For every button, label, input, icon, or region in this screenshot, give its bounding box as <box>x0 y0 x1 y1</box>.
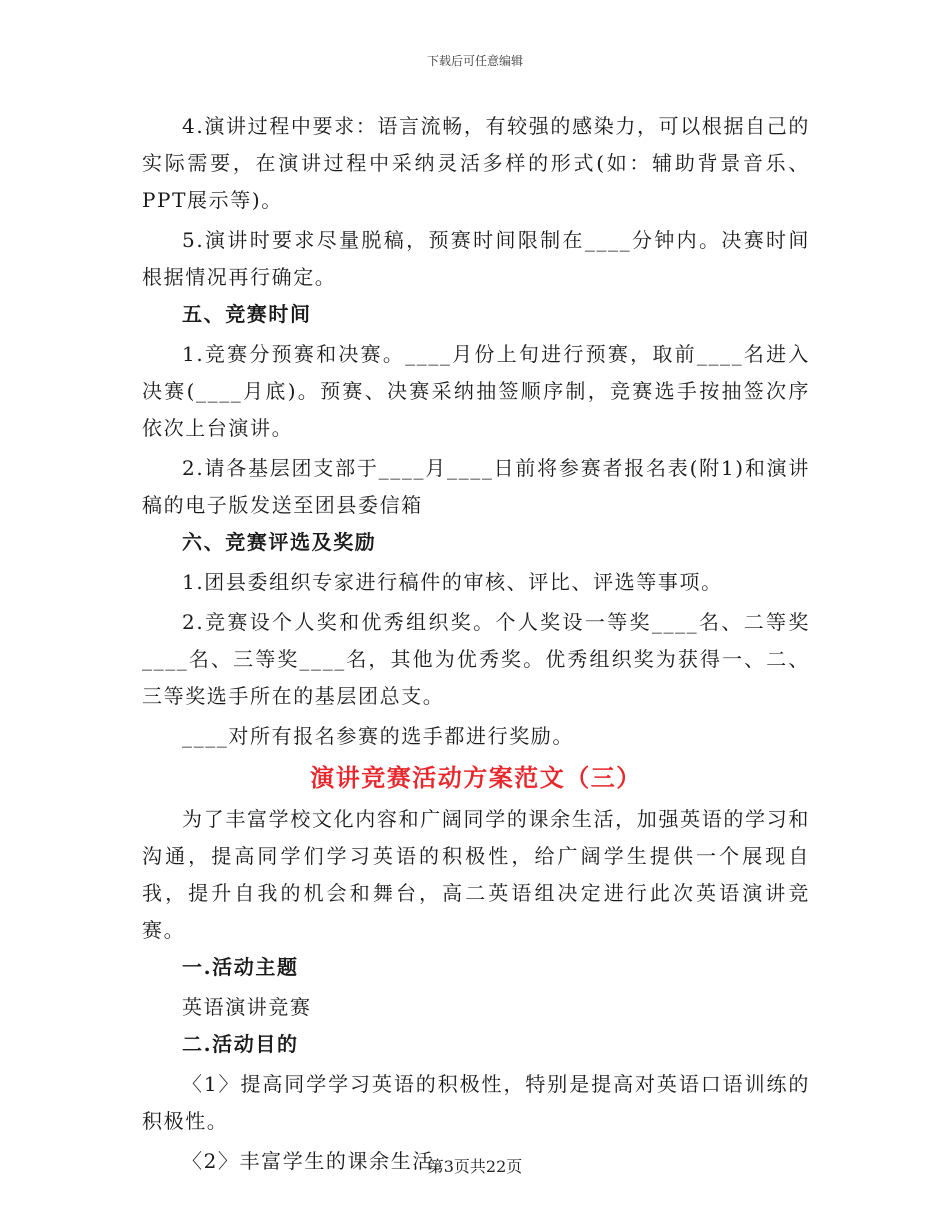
paragraph-purpose-1: 〈1〉提高同学学习英语的积极性，特别是提高对英语口语训练的积极性。 <box>142 1072 810 1133</box>
page-header: 下载后可任意编辑 <box>426 54 523 68</box>
paragraph-purpose-2: 〈2〉丰富学生的课余生活。 <box>182 1149 456 1173</box>
heading-selection-awards: 六、竞赛评选及奖励 <box>182 530 377 554</box>
paragraph-expert-review: 1.团县委组织专家进行稿件的审核、评比、评选等事项。 <box>182 570 723 594</box>
page-number: 第3页共22页 <box>427 1157 523 1176</box>
heading-activity-theme: 一.活动主题 <box>182 955 299 979</box>
heading-competition-time: 五、竞赛时间 <box>182 302 312 326</box>
paragraph-speech-requirements: 4.演讲过程中要求：语言流畅，有较强的感染力，可以根据自己的实际需要，在演讲过程中采纳灵活多样的形式(如：辅助背景音乐、PPT展示等)。 <box>142 114 810 212</box>
section-title: 演讲竞赛活动方案范文（三） <box>310 763 642 792</box>
paragraph-theme-text: 英语演讲竞赛 <box>182 995 312 1019</box>
paragraph-introduction: 为了丰富学校文化内容和广阔同学的课余生活，加强英语的学习和沟通，提高同学们学习英语的积极性，给广阔学生提供一个展现自我，提升自我的机会和舞台，高二英语组决定进行此次英语演讲竞赛。 <box>142 807 810 942</box>
paragraph-award-categories: 2.竞赛设个人奖和优秀组织奖。个人奖设一等奖____名、二等奖____名、三等奖____名，其他为优秀奖。优秀组织奖为获得一、二、三等奖选手所在的基层团总支。 <box>142 610 810 708</box>
document-body <box>142 108 810 1180</box>
paragraph-preliminary-final: 1.竞赛分预赛和决赛。____月份上旬进行预赛，取前____名进入决赛(____月底)。预赛、决赛采纳抽签顺序制，竞赛选手按抽签次序依次上台演讲。 <box>142 342 810 440</box>
paragraph-all-participants-award: ____对所有报名参赛的选手都进行奖励。 <box>182 724 574 748</box>
heading-activity-purpose: 二.活动目的 <box>182 1032 299 1056</box>
paragraph-registration-deadline: 2.请各基层团支部于____月____日前将参赛者报名表(附1)和演讲稿的电子版发送至团县委信箱 <box>142 456 810 517</box>
paragraph-speech-time-limit: 5.演讲时要求尽量脱稿，预赛时间限制在____分钟内。决赛时间根据情况再行确定。 <box>142 228 810 289</box>
